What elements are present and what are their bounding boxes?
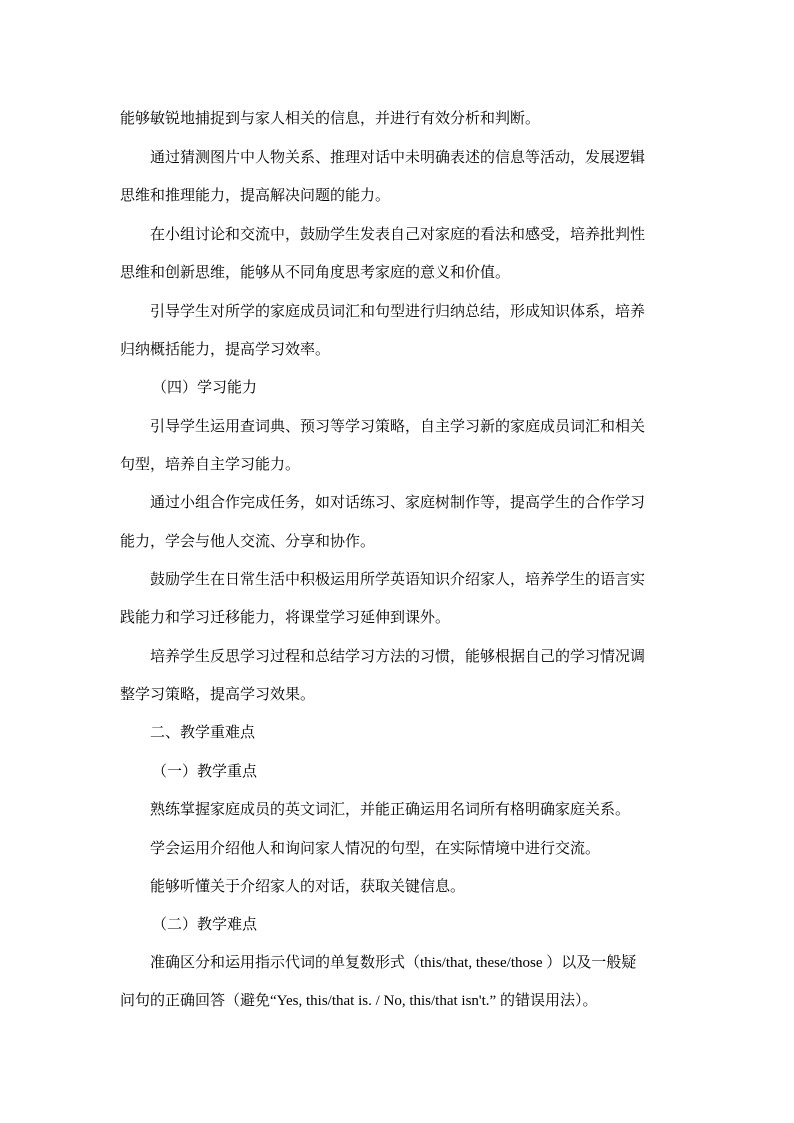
paragraph-line: 熟练掌握家庭成员的英文词汇，并能正确运用名词所有格明确家庭关系。 xyxy=(150,800,631,818)
section-heading: （一）教学重点 xyxy=(152,762,258,780)
paragraph-line: 通过猜测图片中人物关系、推理对话中未明确表述的信息等活动，发展逻辑 xyxy=(150,148,646,166)
paragraph-line: 能力，学会与他人交流、分享和协作。 xyxy=(120,532,376,550)
paragraph-line: 践能力和学习迁移能力，将课堂学习延伸到课外。 xyxy=(120,608,451,626)
paragraph-line: 句型，培养自主学习能力。 xyxy=(120,455,301,473)
paragraph-line: 引导学生运用查词典、预习等学习策略，自主学习新的家庭成员词汇和相关 xyxy=(150,417,646,435)
paragraph-line: 能够敏锐地捕捉到与家人相关的信息，并进行有效分析和判断。 xyxy=(120,109,541,127)
section-heading: （四）学习能力 xyxy=(152,378,258,396)
paragraph-line: 引导学生对所学的家庭成员词汇和句型进行归纳总结，形成知识体系，培养 xyxy=(150,302,646,320)
paragraph-line: 在小组讨论和交流中，鼓励学生发表自己对家庭的看法和感受，培养批判性 xyxy=(150,225,646,243)
paragraph-line: 培养学生反思学习过程和总结学习方法的习惯，能够根据自己的学习情况调 xyxy=(150,647,646,665)
paragraph-line: 准确区分和运用指示代词的单复数形式（this/that, these/those ）以及一般疑 xyxy=(150,955,637,971)
section-heading: （二）教学难点 xyxy=(152,915,258,933)
paragraph-line: 整学习策略，提高学习效果。 xyxy=(120,685,316,703)
paragraph-line: 能够听懂关于介绍家人的对话，获取关键信息。 xyxy=(150,877,466,895)
paragraph-line: 思维和推理能力，提高解决问题的能力。 xyxy=(120,186,391,204)
paragraph-line: 归纳概括能力，提高学习效率。 xyxy=(120,340,331,358)
paragraph-line: 思维和创新思维，能够从不同角度思考家庭的意义和价值。 xyxy=(120,263,511,281)
section-heading: 二、教学重难点 xyxy=(150,723,256,741)
paragraph-line: 学会运用介绍他人和询问家人情况的句型，在实际情境中进行交流。 xyxy=(150,839,601,857)
paragraph-line: 问句的正确回答（避免“Yes, this/that is. / No, this/that isn't.” 的错误用法）。 xyxy=(120,993,598,1009)
paragraph-line: 鼓励学生在日常生活中积极运用所学英语知识介绍家人，培养学生的语言实 xyxy=(150,570,646,588)
paragraph-line: 通过小组合作完成任务，如对话练习、家庭树制作等，提高学生的合作学习 xyxy=(150,493,646,511)
